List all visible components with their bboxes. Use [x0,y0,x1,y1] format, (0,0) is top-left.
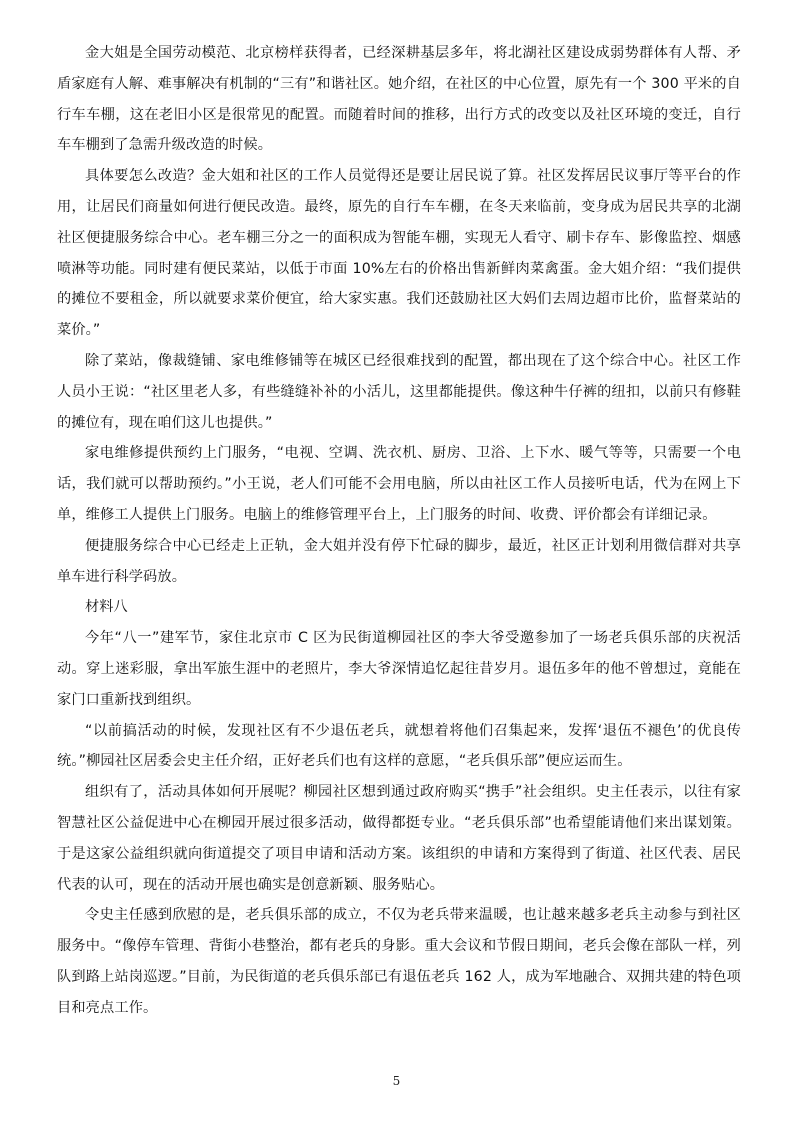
paragraph-8: 组织有了，活动具体如何开展呢？柳园社区想到通过政府购买“携手”社会组织。史主任表示，以往有家智慧社区公益促进中心在柳园开展过很多活动，做得都挺专业。“老兵俱乐部”也希望能请他们来出谋划策。于是这家公益组织就向街道提交了项目申请和活动方案。该组织的申请和方案得到了街道、社区代表、居民代表的认可，现在的活动开展也确实是创意新颖、服务贴心。 [57,784,741,893]
paragraph-7: “以前搞活动的时候，发现社区有不少退伍老兵，就想着将他们召集起来，发挥‘退伍不褪色’的优良传统。”柳园社区居委会史主任介绍，正好老兵们也有这样的意愿，“老兵俱乐部”便应运而生。 [57,722,741,770]
document-body [57,38,741,1024]
section-heading: 材料八 [85,599,128,616]
paragraph-3: 除了菜站，像裁缝铺、家电维修铺等在城区已经很难找到的配置，都出现在了这个综合中心。社区工作人员小王说：“社区里老人多，有些缝缝补补的小活儿，这里都能提供。像这种牛仔裤的纽扣，以前只有修鞋的摊位有，现在咱们这儿也提供。” [57,352,741,431]
paragraph-1: 金大姐是全国劳动模范、北京榜样获得者，已经深耕基层多年，将北湖社区建设成弱势群体有人帮、矛盾家庭有人解、难事解决有机制的“三有”和谐社区。她介绍，在社区的中心位置，原先有一个 300 平米的自行车车棚，这在老旧小区是很常见的配置。而随着时间的推移，出行方式的改变以及社区环境的变迁，自行车车棚到了急需升级改造的时候。 [57,45,741,154]
paragraph-4: 家电维修提供预约上门服务，“电视、空调、洗衣机、厨房、卫浴、上下水、暖气等等，只需要一个电话，我们就可以帮助预约。”小王说，老人们可能不会用电脑，所以由社区工作人员接听电话，代为在网上下单，维修工人提供上门服务。电脑上的维修管理平台上，上门服务的时间、收费、评价都会有详细记录。 [57,445,741,523]
paragraph-2: 具体要怎么改造？金大姐和社区的工作人员觉得还是要让居民说了算。社区发挥居民议事厅等平台的作用，让居民们商量如何进行便民改造。最终，原先的自行车车棚，在冬天来临前，变身成为居民共享的北湖社区便捷服务综合中心。老车棚三分之一的面积成为智能车棚，实现无人看守、刷卡存车、影像监控、烟感喷淋等功能。同时建有便民菜站，以低于市面 10%左右的价格出售新鲜肉菜禽蛋。金大姐介绍：“我们提供的摊位不要租金，所以就要求菜价便宜，给大家实惠。我们还鼓励社区大妈们去周边超市比价，监督菜站的菜价。” [57,168,741,339]
paragraph-6: 今年“八一”建军节，家住北京市 C 区为民街道柳园社区的李大爷受邀参加了一场老兵俱乐部的庆祝活动。穿上迷彩服，拿出军旅生涯中的老照片，李大爷深情追忆起往昔岁月。退伍多年的他不曾想过，竟能在家门口重新找到组织。 [57,630,741,708]
page-number: 5 [392,1074,401,1088]
paragraph-9: 令史主任感到欣慰的是，老兵俱乐部的成立，不仅为老兵带来温暖，也让越来越多老兵主动参与到社区服务中。“像停车管理、背街小巷整治，都有老兵的身影。重大会议和节假日期间，老兵会像在部队一样，列队到路上站岗巡逻。”目前，为民街道的老兵俱乐部已有退伍老兵 162 人，成为军地融合、双拥共建的特色项目和亮点工作。 [57,907,741,1016]
paragraph-5: 便捷服务综合中心已经走上正轨，金大姐并没有停下忙碌的脚步，最近，社区正计划利用微信群对共享单车进行科学码放。 [57,537,741,585]
